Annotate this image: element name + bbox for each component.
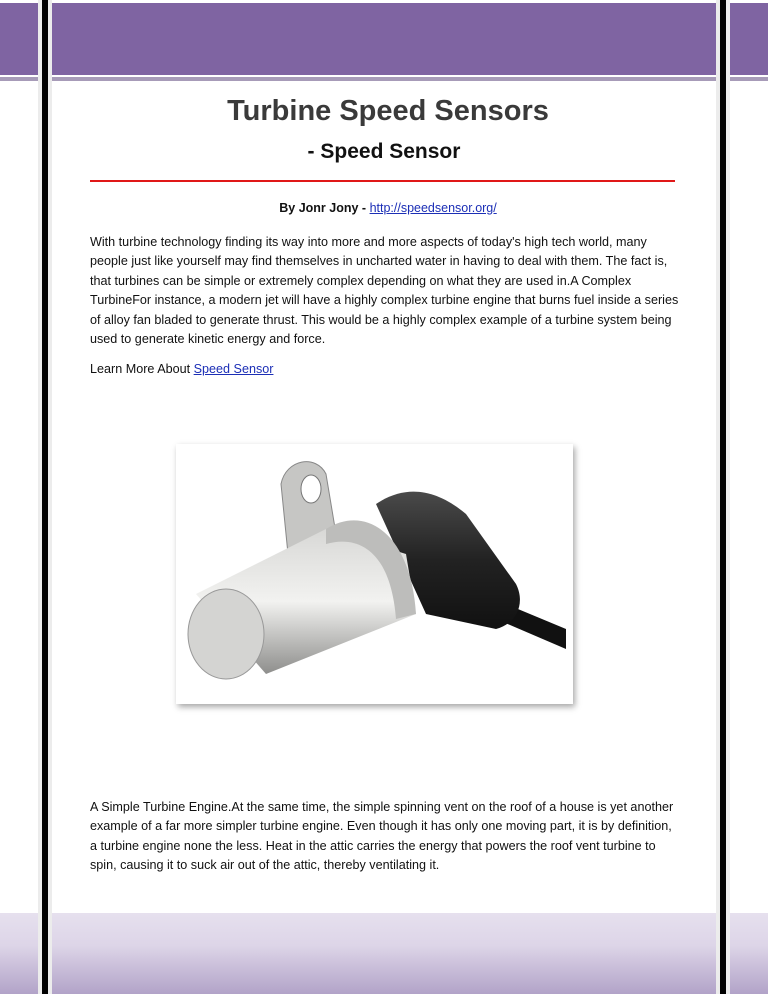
speed-sensor-link[interactable]: Speed Sensor	[193, 362, 274, 376]
author: By Jonr Jony -	[279, 201, 367, 215]
header-band-left	[0, 3, 38, 75]
speed-sensor-photo	[176, 444, 573, 704]
page-subtitle: - Speed Sensor	[307, 140, 461, 163]
intro-paragraph: With turbine technology finding its way into more and more aspects of today's high tech world, many people just like yourself may find themselves in uncharted water in having to deal with them. The fact is, that turbines can be simple or extremely complex depending on what they are used in.A Complex TurbineFor instance, a modern jet will have a highly complex turbine engine that burns fuel inside a series of alloy fan bladed to generate thrust. This would be a highly complex example of a turbine system being used to generate kinetic energy and force.	[90, 235, 679, 347]
byline	[0, 201, 768, 215]
body-paragraph: A Simple Turbine Engine.At the same time, the simple spinning vent on the roof of a house is yet another example of a far more simpler turbine engine. Even though it has only one moving part, it is by definition, a turbine engine none the less. Heat in the attic carries the energy that powers the roof vent turbine to spin, causing it to suck air out of the attic, thereby ventilating it.	[90, 800, 674, 873]
header-band	[51, 3, 716, 75]
learn-more	[90, 360, 680, 379]
header-band-right	[729, 3, 768, 75]
footer-band	[0, 913, 768, 994]
page-title: Turbine Speed Sensors	[227, 95, 549, 127]
learn-more-label: Learn More About	[90, 362, 191, 376]
author-link[interactable]: http://speedsensor.org/	[369, 201, 497, 215]
title-rule	[90, 180, 675, 182]
header-divider	[0, 77, 768, 81]
